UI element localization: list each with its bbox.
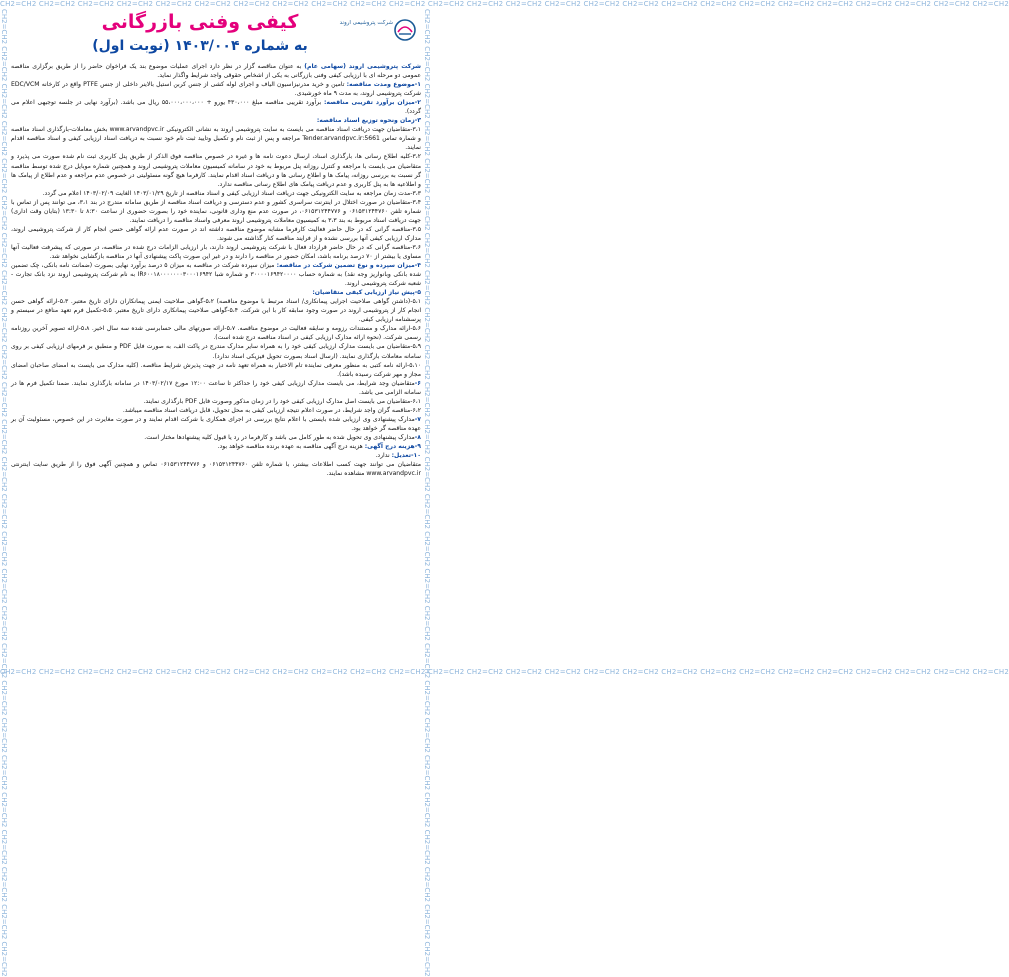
paragraph-text: متقاضیان می توانند جهت کسب اطلاعات بیشتر، با شماره تلفن ۰۶۱۵۳۱۲۴۴۷۶۰ و ۰۶۱۵۳۱۲۴۴۷۷۶ تماس و همچنین آگهی فوق را از طریق سایت اینترنتی www.arvandpvc.ir مشاهده نمایند. xyxy=(11,461,421,478)
notice-paragraph xyxy=(11,125,421,152)
paragraph-text: ۳،۵-مناقصه گرانی که در حال حاضر فعالیت کارفرما مشابه موضوع مناقصه داشته اند در صورت عدم ارائه گواهی حسن انجام کار از شرکت پتروشیمی اروند، مدارک ارزیابی کیفی آنها بررسی نشده و از فرایند مناقصه کنار گذاشته می شوند. xyxy=(11,225,421,242)
notice-paragraph xyxy=(11,198,421,225)
border-pattern-left xyxy=(0,9,9,977)
paragraph-heading: ۱۰-تعدیل: xyxy=(391,452,421,460)
paragraph-text: ۳،۲-کلیه اطلاع رسانی ها، بارگذاری اسناد، ارسال دعوت نامه ها و غیره در خصوص مناقصه فوق الذکر از طریق پنل کاربری ثبت نام شده صورت می پذیرد و متقاضیان می بایست با مراجعه و کنترل روزانه پنل مربوط به خود در سامانه کمیسیون معاملات پتروشیمی اروند و همچنین شماره موبایل درج شده توسط مناقصه گر نسبت به بررسی روزانه، پیامک ها و اطلاع رسانی ها و دریافت اسناد اقدام نمایند. کارفرما هیچ گونه مسئولیتی در خصوص عدم مراجعه و عدم اطلاع از پیامک ها و اطلاعیه ها به پنل کاربری و عدم دریافت پیامک های اطلاع رسانی مناقصه ندارد. xyxy=(11,153,421,188)
notice-paragraph xyxy=(11,460,421,478)
paragraph-heading: ۳-زمان ونحوه توزیع اسناد مناقصه: xyxy=(316,117,421,125)
paragraph-text: ۶،۲-مناقصه گران واجد شرایط، در صورت اعلام نتیجه ارزیابی کیفی به محل تحویل، قابل دریافت اسناد مناقصه میباشد. xyxy=(122,406,421,414)
paragraph-text: مدارک پیشنهادی وی تحویل شده به طور کامل می باشد و کارفرما در رد یا قبول کلیه پیشنهادها مختار است. xyxy=(144,433,415,441)
paragraph-heading: ۵-پیش نیاز ارزیابی کیفی متقاضیان: xyxy=(312,289,421,297)
paragraph-text: برآورد تقریبی مناقصه مبلغ ۴۳۰،۰۰۰ یورو + ۵۵،۰۰۰،۰۰۰،۰۰۰ ریال می باشد. (برآورد نهایی در جلسه توجیهی اعلام می گردد). xyxy=(11,99,421,116)
notice-paragraph xyxy=(11,342,421,360)
notice-paragraph xyxy=(11,80,421,98)
paragraph-heading: ۶- xyxy=(414,379,421,387)
notice-paragraph xyxy=(11,225,421,243)
border-pattern-bottom: CH2=CH2 CH2=CH2 CH2=CH2 CH2=CH2 CH2=CH2 CH2=CH2 CH2=CH2 CH2=CH2 CH2=CH2 CH2=CH2 CH2=CH2 CH2=CH2 CH2=CH2 CH2=CH2 CH2=CH2 CH2=CH2 CH2=CH2 CH2=CH2 CH2=CH2 CH2=CH2 CH2=CH2 CH2=CH2 CH2=CH2 CH2=CH2 CH2=CH2 CH2=CH2 xyxy=(0,668,1009,676)
paragraph-text: ۵،۹-متقاضیان می بایست مدارک ارزیابی کیفی خود را به همراه سایر مدارک مندرج در پاکت الف، به صورت فایل PDF و منطبق بر فرمهای ارزیابی کیفی بر روی سامانه معاملات بارگذاری نمایند. (ارسال اسناد بصورت تحویل فیزیکی اسناد ندارد). xyxy=(11,343,421,360)
notice-paragraph xyxy=(11,98,421,116)
paragraph-heading: ۸- xyxy=(414,433,421,441)
paragraph-heading: ۲-میزان برآورد تقریبی مناقصه: xyxy=(323,99,421,107)
paragraph-text: ۳،۶-مناقصه گرانی که در حال حاضر قرارداد فعال با شرکت پتروشیمی اروند دارند، بار ارزیابی الزامات درج شده در مناقصه، در صورتی که پیشرفت فعالیت آنها مساوی یا بیشتر از ۷۰ درصد برنامه باشد، امکان حضور در مناقصه را دارند و در غیر این صورت پاکت پیشنهادی آنها در مناقصه بازگشایی نخواهد شد. xyxy=(11,243,421,260)
notice-header xyxy=(11,10,421,62)
paragraph-text: ندارد. xyxy=(375,452,392,460)
notice-paragraph xyxy=(11,62,421,80)
notice-paragraph xyxy=(11,379,421,397)
notice-paragraph xyxy=(11,361,421,379)
paragraph-text: ۶،۱-متقاضیان می بایست اصل مدارک ارزیابی کیفی خود را در زمان مذکور وصورت فایل PDF بارگذاری نمایند. xyxy=(143,397,421,405)
notice-title: کیفی وفنی بازرگانی xyxy=(101,11,299,33)
paragraph-text: هزینه درج آگهی مناقصه به عهده برنده مناقصه خواهد بود. xyxy=(217,442,365,450)
paragraph-text: به عنوان مناقصه گزار در نظر دارد اجرای عملیات موضوع بند یک فراخوان حاضر را از طریق برگزاری مناقصه عمومی دو مرحله ای با ارزیابی کیفی وفنی بازرگانی به یکی از اشخاص حقوقی واجد شرایط واگذار نماید. xyxy=(11,63,421,80)
notice-paragraph xyxy=(11,288,421,297)
paragraph-heading: ۷- xyxy=(414,415,421,423)
paragraph-heading: ۱-موضوع ومدت مناقصه: xyxy=(346,81,422,89)
paragraph-text: تامین و خرید مدرنیزاسیون الیاف و اجرای لوله کشی از جنس کربن استیل بالاینر داخلی از جنس PTFE واقع در کارخانه EDC/VCM شرکت پتروشیمی اروند، به مدت ۹ ماه خورشیدی. xyxy=(11,81,421,98)
paragraph-text: ۵،۶-ارائه مدارک و مستندات رزومه و سابقه فعالیت در موضوع مناقصه. ۵،۷-ارائه صورتهای مالی حسابرسی شده سه سال اخیر. ۵،۸-ارائه تصویر آخرین روزنامه رسمی شرکت. (نحوه ارائه مدارک ارزیابی کیفی در اسناد مناقصه درج شده است). xyxy=(11,325,422,342)
petrochemical-logo-icon xyxy=(393,18,417,42)
notice-paragraph xyxy=(11,152,421,188)
notice-paragraph xyxy=(11,324,421,342)
notice-paragraph xyxy=(11,243,421,261)
notice-subtitle: به شماره ۱۴۰۳/۰۰۴ (نوبت اول) xyxy=(92,38,308,54)
paragraph-heading: ۹-هزینه درج آگهی: xyxy=(364,442,421,450)
paragraph-text: ۳،۴-متقاضیان در صورت اختلال در اینترنت سراسری کشور و عدم دسترسی و دریافت اسناد مناقصه از طریق سامانه مندرج در بند ۳،۱، می توانند پس از تماس با شماره تلفن ۰۶۱۵۳۱۲۴۴۷۶۰ و ۰۶۱۵۳۱۲۴۴۷۷۶، در صورت عدم منع وداری قانونی، نماینده خود را بصورت حضوری از ساعت ۸:۳۰ تا ۱۳:۳۰ (بتایان وقت اداری) جهت دریافت اسناد مربوط به بند ۳،۳ به کمیسیون معاملات پتروشیمی اروند معرفی واسناد مناقصه را دریافت نمایند. xyxy=(11,198,421,224)
border-pattern-right xyxy=(423,9,432,977)
notice-paragraph xyxy=(11,406,421,415)
paragraph-heading: ۴-میزان سپرده و نوع تضمین شرکت در مناقصه: xyxy=(276,262,421,270)
company-logo xyxy=(333,12,419,52)
paragraph-text: ۵،۱۰-ارائه نامه کتبی به منظور معرفی نماینده تام الاختیار به همراه تعهد نامه در جهت پذیرش شرایط مناقصه. (کلیه مدارک می بایست به امضای صاحبان امضای مجاز و مهر شرکت رسیده باشد). xyxy=(11,361,421,378)
notice-content xyxy=(11,10,421,667)
paragraph-heading: شرکت پتروشیمی اروند (سهامی عام) xyxy=(304,63,421,70)
notice-body xyxy=(11,62,421,478)
notice-paragraph xyxy=(11,261,421,288)
notice-paragraph xyxy=(11,297,421,324)
notice-paragraph xyxy=(11,451,421,460)
paragraph-text: ۳،۳-مدت زمان مراجعه به سایت الکترونیکی جهت دریافت اسناد ارزیابی کیفی و اسناد مناقصه از تاریخ ۱۴۰۳/۰۱/۲۹ الغایت ۱۴۰۳/۰۲/۰۹ اعلام می گردد. xyxy=(42,189,421,197)
border-pattern-left-text: CH2=CH2 CH2=CH2 CH2=CH2 CH2=CH2 CH2=CH2 CH2=CH2 CH2=CH2 CH2=CH2 CH2=CH2 CH2=CH2 CH2=CH2 CH2=CH2 CH2=CH2 CH2=CH2 CH2=CH2 CH2=CH2 CH2=CH2 CH2=CH2 CH2=CH2 CH2=CH2 CH2=CH2 CH2=CH2 CH2=CH2 CH2=CH2 CH2=CH2 CH2=CH2 xyxy=(0,9,8,977)
notice-paragraph xyxy=(11,116,421,125)
notice-paragraph xyxy=(11,397,421,406)
paragraph-text: ۵،۱-(داشتن گواهی صلاحیت اجرایی پیمانکاری/ اسناد مرتبط با موضوع مناقصه) ۵،۲-گواهی صلاحیت ایمنی پیمانکاران دارای تاریخ معتبر. ۵،۳-ارائه گواهی حسن انجام کار از پتروشیمی اروند در صورت وجود سابقه کار با این شرکت. ۵،۴-گواهی صلاحیت پیمانکاری دارای تاریخ معتبر. ۵،۵-تکمیل فرم تعهد منافع در سیستم و پرسشنامه ارزیابی کیفی. xyxy=(11,298,422,324)
paragraph-text: متقاضیان وجد شرایط، می بایست مدارک ارزیابی کیفی خود را حداکثر تا ساعت ۱۲:۰۰ مورخ ۱۴۰۳/۰۲/۱۷ در سامانه بارگذاری نمایند. ضمنا تکمیل فرم ها در سامانه الزامی می باشد. xyxy=(11,379,421,396)
notice-paragraph xyxy=(11,433,421,442)
paragraph-text: مدارک پیشنهادی وی ارزیابی شده بایستی با اعلام نتایج بررسی در اجرای همکاری با شرکت اقدام نمایند و در صورت مغایرت در این خصوص، مسئولیت آن بر عهده مناقصه گر خواهد بود. xyxy=(11,415,421,432)
paragraph-text: ۳،۱-متقاضیان جهت دریافت اسناد مناقصه می بایست به سایت پتروشیمی اروند به نشانی الکترونیکی www.arvandpvc.ir بخش معاملات-بارگذاری اسناد مناقصه و شماره تماس Tender.arvandpvc.ir:5661 مراجعه و پس از ثبت نام و تکمیل وتایید ثبت نام خود نسبت به دریافت اسناد ارزیابی کیفی و اسناد مناقصه اقدام نمایند. xyxy=(11,126,421,152)
border-pattern-right-text: CH2=CH2 CH2=CH2 CH2=CH2 CH2=CH2 CH2=CH2 CH2=CH2 CH2=CH2 CH2=CH2 CH2=CH2 CH2=CH2 CH2=CH2 CH2=CH2 CH2=CH2 CH2=CH2 CH2=CH2 CH2=CH2 CH2=CH2 CH2=CH2 CH2=CH2 CH2=CH2 CH2=CH2 CH2=CH2 CH2=CH2 CH2=CH2 CH2=CH2 CH2=CH2 xyxy=(423,9,431,977)
border-pattern-top: CH2=CH2 CH2=CH2 CH2=CH2 CH2=CH2 CH2=CH2 CH2=CH2 CH2=CH2 CH2=CH2 CH2=CH2 CH2=CH2 CH2=CH2 CH2=CH2 CH2=CH2 CH2=CH2 CH2=CH2 CH2=CH2 CH2=CH2 CH2=CH2 CH2=CH2 CH2=CH2 CH2=CH2 CH2=CH2 CH2=CH2 CH2=CH2 CH2=CH2 CH2=CH2 xyxy=(0,0,1009,8)
notice-paragraph xyxy=(11,415,421,433)
notice-paragraph xyxy=(11,189,421,198)
logo-text: شرکت پتروشیمی اروند xyxy=(339,20,393,26)
notice-paragraph xyxy=(11,442,421,451)
paragraph-text: میزان سپرده شرکت در مناقصه به میزان ۵ درصد برآورد نهایی بصورت (ضمانت نامه بانکی، چک تضمین شده بانکی وبانواریز وجه نقد) به شماره حساب ۳۰۰۰۰۱۶۹۴۲۰۰۰۰ و شماره شبا IR۶۰۰۱۸۰۰۰۰۰۰۰۳۰۰۰۱۶۹۴۲ به نام شرکت پتروشیمی اروند نزد بانک تجارت - شعبه شرکت پتروشیمی اروند. xyxy=(11,262,421,288)
